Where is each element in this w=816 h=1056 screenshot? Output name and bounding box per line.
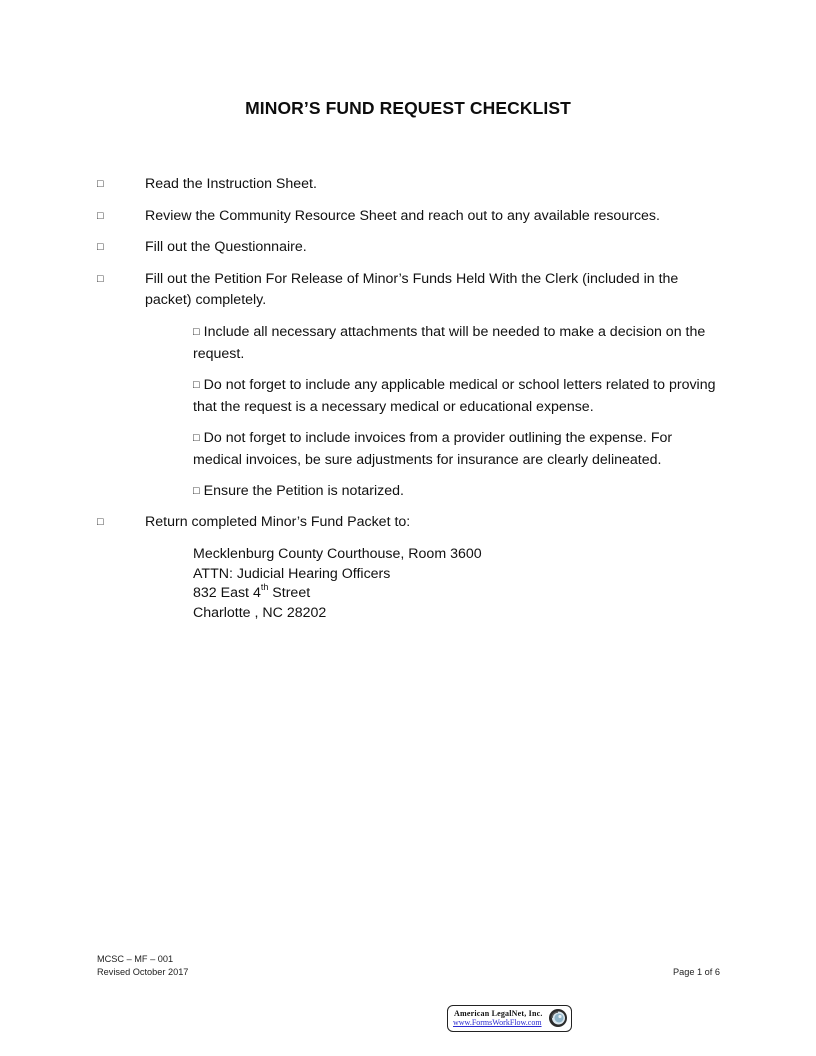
checkbox-icon[interactable]: □ xyxy=(193,379,200,391)
checklist-item-text: Review the Community Resource Sheet and reach out to any available resources. xyxy=(145,208,660,224)
legalnet-badge[interactable] xyxy=(447,1005,572,1032)
address-street-name: Street xyxy=(268,585,311,601)
page-number: Page 1 of 6 xyxy=(673,967,720,977)
badge-url-link[interactable]: www.FormsWorkFlow.com xyxy=(453,1018,542,1027)
badge-company-name: American LegalNet, Inc. xyxy=(454,1009,543,1018)
document-title: MINOR’S FUND REQUEST CHECKLIST xyxy=(245,98,571,118)
globe-logo-icon xyxy=(548,1008,568,1028)
address-street-number: 832 East 4 xyxy=(193,585,261,601)
checklist-item-text: Return completed Minor’s Fund Packet to: xyxy=(145,514,411,530)
checklist-item-text: Read the Instruction Sheet. xyxy=(145,176,317,192)
checklist-subitem-text: Do not forget to include invoices from a provider outlining the expense. For medical invoices, be sure adjustments for insurance are clearly delineated. xyxy=(193,430,673,468)
mailing-address xyxy=(193,545,482,623)
checklist-subitem xyxy=(193,428,718,471)
checklist-item-text: Fill out the Questionnaire. xyxy=(145,239,307,255)
checklist-subitem-text: Do not forget to include any applicable medical or school letters related to proving that the request is a necessary medical or educational expense. xyxy=(193,377,716,415)
checklist-subitem xyxy=(193,481,718,503)
checkbox-icon[interactable]: □ xyxy=(97,241,104,253)
footer-form-info xyxy=(97,953,188,978)
form-code: MCSC – MF – 001 xyxy=(97,954,174,964)
checkbox-icon[interactable]: □ xyxy=(193,485,200,497)
ordinal-suffix: th xyxy=(260,582,269,593)
checklist-subitem xyxy=(193,375,718,418)
checkbox-icon[interactable]: □ xyxy=(97,273,104,285)
checkbox-icon[interactable]: □ xyxy=(193,432,200,444)
checkbox-icon[interactable]: □ xyxy=(97,516,104,528)
checklist-subitem xyxy=(193,322,718,365)
checklist-item-text: Fill out the Petition For Release of Minor’s Funds Held With the Clerk (included in the packet) completely. xyxy=(145,271,679,308)
revision-date: Revised October 2017 xyxy=(97,966,189,977)
checklist-subitem-text: Ensure the Petition is notarized. xyxy=(203,483,404,499)
address-line-3 xyxy=(193,584,482,604)
checkbox-icon[interactable]: □ xyxy=(97,210,104,222)
address-line-2: ATTN: Judicial Hearing Officers xyxy=(193,565,391,582)
checkbox-icon[interactable]: □ xyxy=(97,178,104,190)
address-line-1: Mecklenburg County Courthouse, Room 3600 xyxy=(193,546,482,562)
checkbox-icon[interactable]: □ xyxy=(193,326,200,338)
checklist-subitem-text: Include all necessary attachments that will be needed to make a decision on the request. xyxy=(193,324,706,362)
address-line-4: Charlotte , NC 28202 xyxy=(193,604,327,621)
